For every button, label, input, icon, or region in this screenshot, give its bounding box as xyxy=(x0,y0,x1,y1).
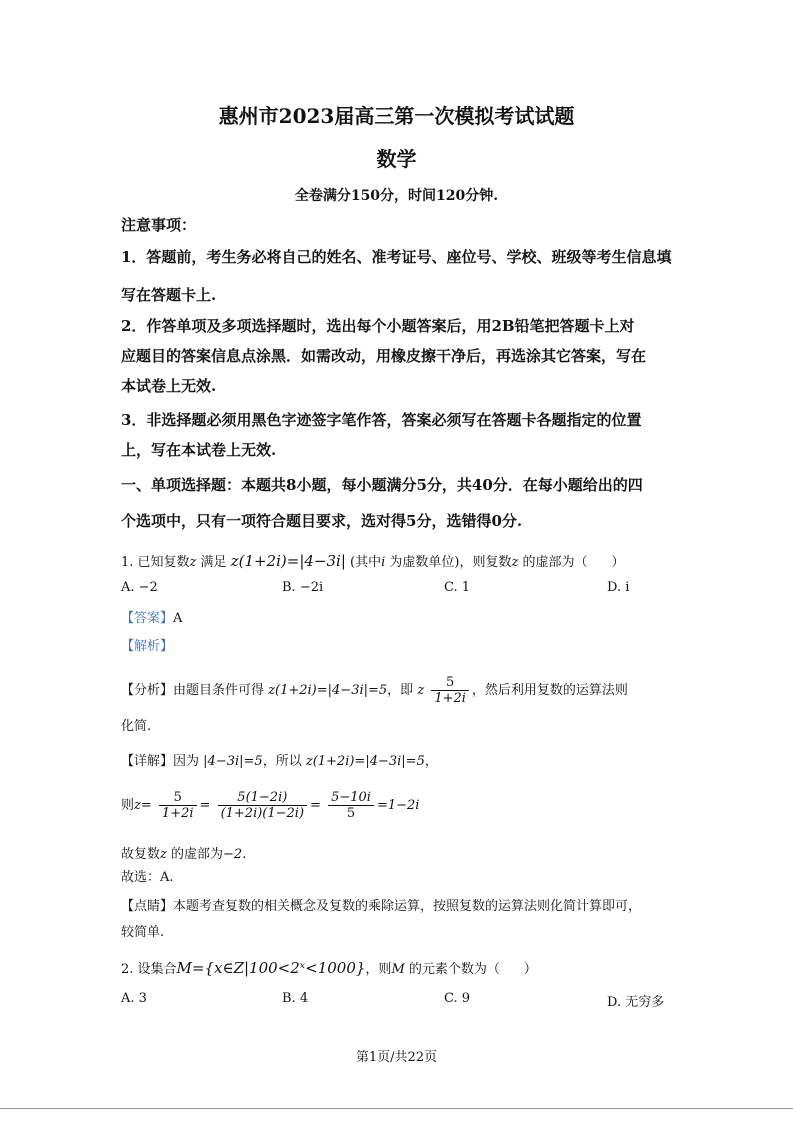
page-title: 惠州市2023届高三第一次模拟考试试题 xyxy=(218,104,575,128)
page-footer: 第1页/共22页 xyxy=(355,1050,438,1065)
analysis-label: 【解析】 xyxy=(121,639,174,654)
conclusion-line: 故复数z 的虚部为−2. xyxy=(121,847,247,862)
option-d: D. i xyxy=(607,580,630,595)
note-line: 应题目的答案信息点涂黑．如需改动，用橡皮擦干净后，再选涂其它答案，写在 xyxy=(121,347,647,365)
bottom-divider xyxy=(0,1108,793,1109)
full-score-line: 全卷满分150分，时间120分钟. xyxy=(294,188,499,204)
option-a: A. 3 xyxy=(121,991,147,1006)
subject-title: 数学 xyxy=(376,147,417,171)
note-line: 3．非选择题必须用黑色字迹签字笔作答，答案必须写在答题卡各题指定的位置 xyxy=(121,411,642,429)
option-c: C. 9 xyxy=(444,991,471,1006)
notes-heading: 注意事项： xyxy=(121,216,197,234)
question-1-stem: 1. 已知复数z 满足 z(1+2i)=|4−3i| (其中i 为虚数单位)，则复数z 的虚部为（ ） xyxy=(121,552,625,570)
option-d: D. 无穷多 xyxy=(607,995,665,1010)
option-a: A. −2 xyxy=(121,580,158,595)
choose-line: 故选：A. xyxy=(121,870,174,885)
analysis-line: 【分析】由题目条件可得 z(1+2i)=|4−3i|=5，即 z $\frac{5}{1+2i}$ ，然后利用复数的运算法则 xyxy=(121,675,628,706)
note-line: 2．作答单项及多项选择题时，选出每个小题答案后，用2B铅笔把答题卡上对 xyxy=(121,317,635,335)
comment-line: 较简单. xyxy=(121,925,165,940)
fraction: $\frac{5}{1+2i}$ xyxy=(431,675,469,706)
detail-equation: 则z= $\frac{5}{1+2i}$ = $\frac{5(1-2i)}{(1+2i)(1-2i)}$ = $\frac{5-10i}{5}$ =1−2i xyxy=(121,790,420,821)
note-line: 写在答题卡上. xyxy=(121,286,217,304)
answer-line: 【答案】A xyxy=(121,611,183,626)
option-c: C. 1 xyxy=(444,580,471,595)
note-line: 上，写在本试卷上无效. xyxy=(121,441,277,459)
section-heading: 一、单项选择题：本题共8小题，每小题满分5分，共40分．在每小题给出的四 xyxy=(121,476,643,494)
option-b: B. −2i xyxy=(282,580,324,595)
comment-line: 【点睛】本题考查复数的相关概念及复数的乘除运算，按照复数的运算法则化简计算即可， xyxy=(121,899,642,914)
section-heading: 个选项中，只有一项符合题目要求，选对得5分，选错得0分. xyxy=(121,512,523,530)
detail-line: 【详解】因为 |4−3i|=5，所以 z(1+2i)=|4−3i|=5， xyxy=(121,754,438,769)
note-line: 1．答题前，考生务必将自己的姓名、准考证号、座位号、学校、班级等考生信息填 xyxy=(121,248,672,266)
analysis-line: 化简. xyxy=(121,719,152,734)
option-b: B. 4 xyxy=(282,991,309,1006)
note-line: 本试卷上无效. xyxy=(121,377,217,395)
question-2-stem: 2. 设集合M={x∈Z|100<2ˣ<1000}，则M 的元素个数为（ ） xyxy=(121,959,537,977)
